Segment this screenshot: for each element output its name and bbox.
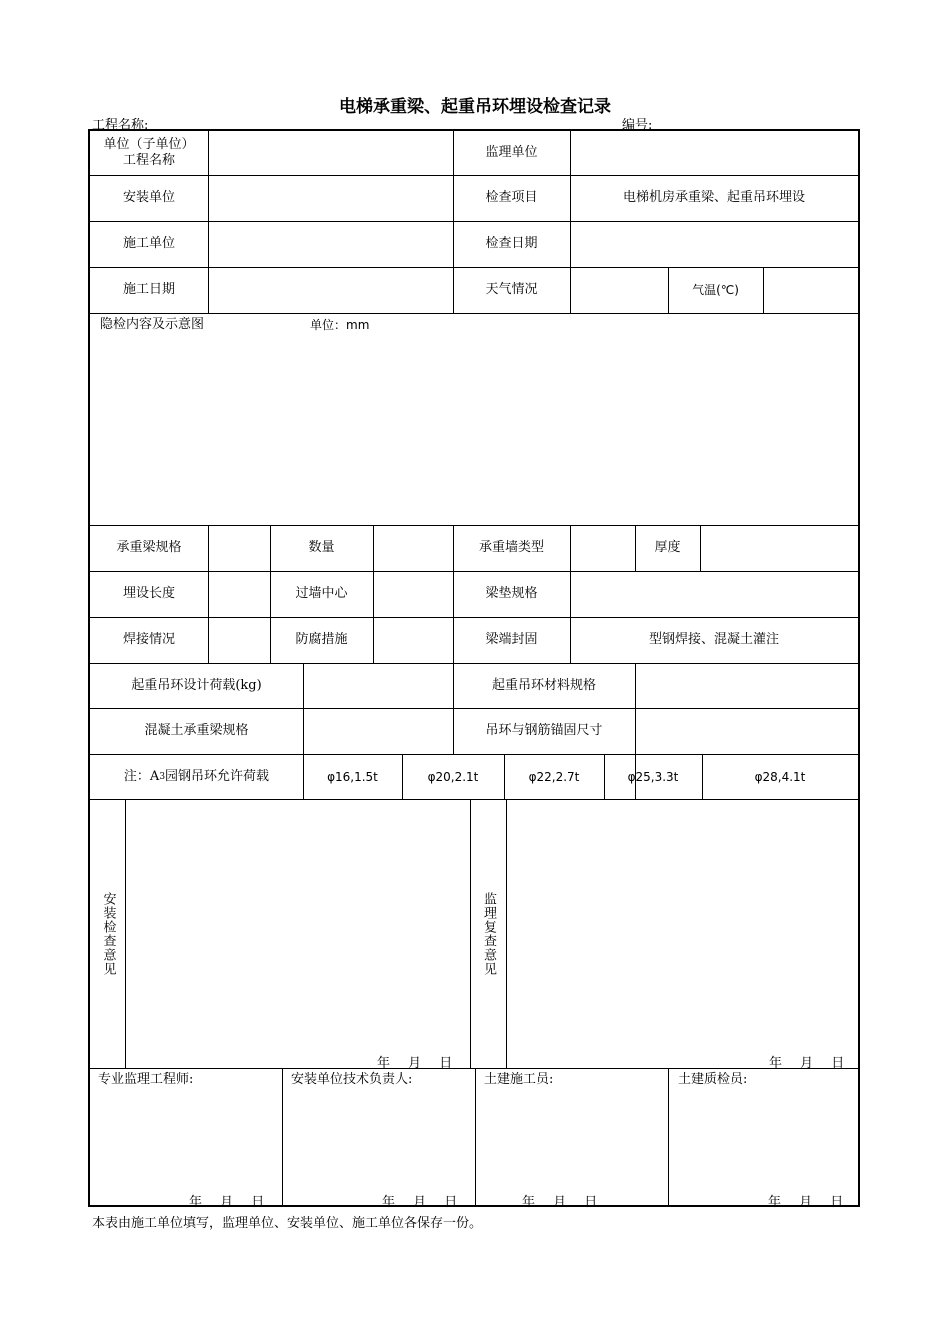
anticorrosion-value[interactable] — [373, 617, 453, 663]
supervision-review-area[interactable] — [507, 799, 858, 1068]
ring-anchor-label: 吊环与钢筋锚固尺寸 — [485, 723, 603, 738]
note-label: 注：A 3 园钢吊环允许荷载 — [123, 768, 270, 784]
supervision-unit-label: 监理单位 — [485, 145, 538, 160]
page-title: 电梯承重梁、起重吊环埋设检查记录 — [339, 97, 611, 117]
install-check-label: 安装检查意见 — [100, 891, 116, 976]
supervisor-label: 专业监理工程师: — [98, 1072, 194, 1087]
construction-date-label: 施工日期 — [122, 282, 175, 297]
ring-material-label: 起重吊环材料规格 — [491, 677, 596, 693]
check-item-label: 检查项目 — [485, 190, 538, 205]
quantity-label: 数量 — [308, 540, 335, 555]
unit-project-name-label: 单位（子单位） 工程名称 — [103, 137, 195, 168]
weld-value[interactable] — [208, 617, 270, 663]
thickness-value[interactable] — [700, 525, 858, 571]
ring-anchor-value[interactable] — [635, 708, 858, 754]
supervision-unit-value[interactable] — [570, 131, 858, 175]
number-label: 编号: — [622, 118, 653, 133]
install-check-date: 年 月 日 — [377, 1056, 453, 1071]
weld-label: 焊接情况 — [122, 632, 175, 647]
construction-unit-value[interactable] — [208, 221, 453, 267]
embed-length-value[interactable] — [208, 571, 270, 617]
ring-load-value[interactable] — [303, 663, 453, 708]
temperature-label: 气温(℃) — [692, 283, 739, 297]
anticorrosion-label: 防腐措施 — [295, 632, 348, 647]
construction-date-value[interactable] — [208, 267, 453, 313]
end-seal-value: 型钢焊接、混凝土灌注 — [648, 632, 779, 647]
weather-value[interactable] — [570, 267, 668, 313]
ring-load-label: 起重吊环设计荷载(kg) — [131, 677, 262, 693]
check-item-value: 电梯机房承重梁、起重吊环埋设 — [622, 190, 805, 205]
load-phi20: φ20,2.1t — [427, 769, 479, 784]
install-check-area[interactable] — [126, 799, 470, 1068]
supervision-review-label: 监理复查意见 — [481, 891, 496, 976]
construction-unit-label: 施工单位 — [122, 236, 175, 251]
check-date-value[interactable] — [570, 221, 858, 267]
supervisor-date: 年 月 日 — [189, 1195, 265, 1210]
load-phi28: φ28,4.1t — [754, 769, 806, 784]
load-phi16: φ16,1.5t — [327, 769, 378, 784]
load-phi25: φ25,3.3t — [627, 769, 679, 784]
unit-mm-label: 单位：mm — [310, 318, 370, 332]
concrete-beam-value[interactable] — [303, 708, 453, 754]
unit-project-name-value[interactable] — [208, 131, 453, 175]
quantity-value[interactable] — [373, 525, 453, 571]
civil-qc-date: 年 月 日 — [768, 1195, 844, 1210]
embed-length-label: 埋设长度 — [122, 586, 175, 601]
wall-center-label: 过墙中心 — [295, 586, 348, 601]
wall-type-value[interactable] — [570, 525, 635, 571]
civil-worker-date: 年 月 日 — [522, 1195, 598, 1210]
beam-spec-label: 承重梁规格 — [116, 540, 182, 555]
record-form — [88, 129, 860, 1210]
civil-worker-label: 土建施工员: — [484, 1072, 554, 1087]
supervision-review-date: 年 月 日 — [769, 1056, 845, 1071]
wall-center-value[interactable] — [373, 571, 453, 617]
civil-qc-label: 土建质检员: — [678, 1072, 748, 1087]
thickness-label: 厚度 — [654, 540, 681, 555]
pad-spec-value[interactable] — [570, 571, 858, 617]
load-phi22: φ22,2.7t — [528, 769, 580, 784]
beam-spec-value[interactable] — [208, 525, 270, 571]
end-seal-label: 梁端封固 — [485, 632, 538, 647]
project-name-label: 工程名称: — [92, 118, 149, 133]
footer-note: 本表由施工单位填写，监理单位、安装单位、施工单位各保存一份。 — [92, 1216, 483, 1231]
install-tech-date: 年 月 日 — [382, 1195, 458, 1210]
hidden-check-sketch-area[interactable] — [90, 333, 858, 525]
pad-spec-label: 梁垫规格 — [485, 586, 538, 601]
install-unit-value[interactable] — [208, 175, 453, 221]
ring-material-value[interactable] — [635, 663, 858, 708]
check-date-label: 检查日期 — [485, 236, 538, 251]
concrete-beam-label: 混凝土承重梁规格 — [144, 723, 249, 738]
wall-type-label: 承重墙类型 — [478, 540, 544, 555]
hidden-check-label: 隐检内容及示意图 — [100, 317, 205, 332]
temperature-value[interactable] — [763, 267, 858, 313]
install-tech-label: 安装单位技术负责人: — [291, 1072, 413, 1087]
weather-label: 天气情况 — [485, 282, 538, 297]
install-unit-label: 安装单位 — [122, 190, 175, 205]
